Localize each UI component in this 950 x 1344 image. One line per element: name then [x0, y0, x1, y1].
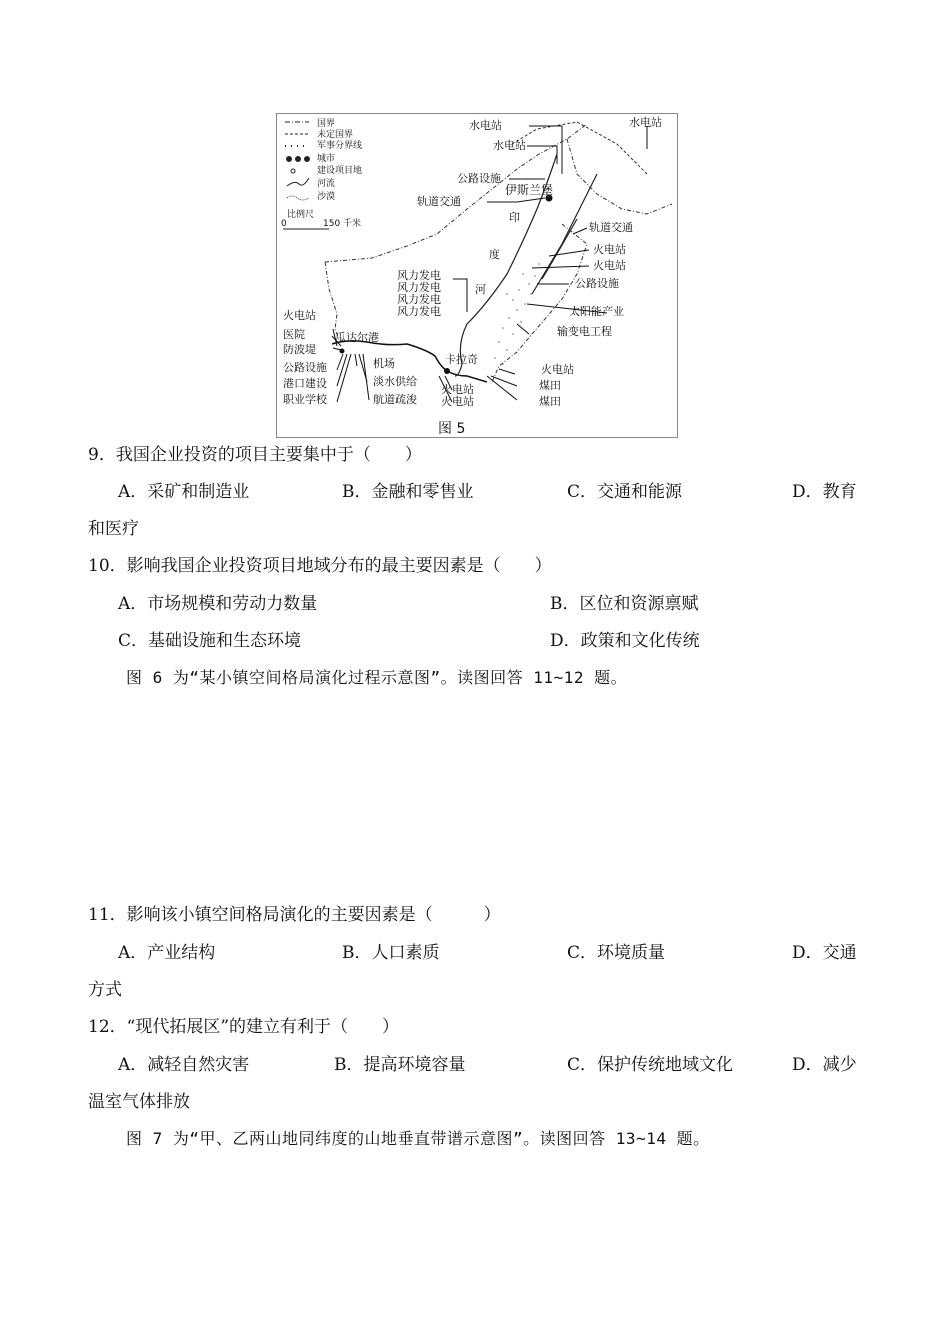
- question-11-stem: 11．影响该小镇空间格局演化的主要因素是（ ）: [88, 905, 501, 925]
- label-road: 公路设施: [457, 172, 501, 185]
- label-karachi: 卡拉奇: [445, 353, 478, 366]
- legend-undetermined-border: 未定国界: [317, 130, 354, 140]
- label-thermal: 火电站: [541, 363, 574, 376]
- question-10-option-c: C．基础设施和生态环境: [118, 631, 302, 651]
- label-road: 公路设施: [283, 361, 327, 374]
- question-12-option-c: C．保护传统地域文化: [567, 1055, 734, 1075]
- label-thermal: 火电站: [441, 395, 474, 408]
- question-10-option-d: D．政策和文化传统: [550, 631, 700, 651]
- label-rail: 轨道交通: [417, 195, 461, 208]
- figure-5-map: [276, 113, 678, 438]
- label-hospital: 医院: [283, 328, 305, 341]
- label-coal: 煤田: [539, 395, 561, 408]
- label-gwadar: 瓜达尔港: [335, 331, 379, 344]
- label-region-char: 印: [509, 211, 520, 224]
- figure-7-intro: 图 7 为“甲、乙两山地同纬度的山地垂直带谱示意图”。读图回答 13~14 题。: [126, 1129, 710, 1148]
- legend-scale-title: 比例尺: [287, 210, 315, 220]
- legend-city: 城市: [317, 154, 336, 164]
- question-11-option-d-continued: 方式: [88, 980, 122, 1000]
- legend-scale-start: 0: [281, 219, 287, 229]
- label-transmission: 输变电工程: [557, 325, 612, 338]
- label-wind: 风力发电: [397, 269, 441, 282]
- question-11-option-d: D．交通: [792, 943, 857, 963]
- label-water: 淡水供给: [373, 375, 417, 388]
- label-river-char: 河: [475, 283, 486, 296]
- question-9-option-c: C．交通和能源: [567, 482, 683, 502]
- label-dredge: 航道疏浚: [373, 393, 417, 406]
- label-hydro: 水电站: [469, 119, 502, 132]
- label-port: 港口建设: [283, 377, 327, 390]
- legend-scale-end: 150 千米: [323, 219, 362, 229]
- label-breakwater: 防波堤: [283, 343, 316, 356]
- question-12-option-d-continued: 温室气体排放: [88, 1092, 190, 1112]
- question-9-option-a: A．采矿和制造业: [118, 482, 250, 502]
- desert: [494, 263, 540, 365]
- label-road: 公路设施: [575, 277, 619, 290]
- question-10-option-b: B．区位和资源禀赋: [550, 594, 699, 614]
- question-12-option-b: B．提高环境容量: [334, 1055, 466, 1075]
- label-airport: 机场: [373, 357, 395, 370]
- question-11-option-a: A．产业结构: [118, 943, 216, 963]
- question-11-option-c: C．环境质量: [567, 943, 666, 963]
- figure-6-intro: 图 6 为“某小镇空间格局演化过程示意图”。读图回答 11~12 题。: [126, 668, 628, 687]
- label-region-char: 度: [489, 248, 500, 261]
- question-9-option-d-continued: 和医疗: [88, 519, 139, 539]
- question-11-option-b: B．人口素质: [342, 943, 440, 963]
- question-9-option-b: B．金融和零售业: [342, 482, 474, 502]
- legend-project: 建设项目地: [317, 166, 363, 176]
- label-wind: 风力发电: [397, 281, 441, 294]
- question-9-option-d: D．教育: [792, 482, 857, 502]
- label-thermal: 火电站: [593, 243, 626, 256]
- question-12-stem: 12．“现代拓展区”的建立有利于（ ）: [88, 1017, 400, 1037]
- legend-border: 国界: [317, 119, 336, 129]
- label-hydro: 水电站: [629, 116, 662, 129]
- question-10-stem: 10．影响我国企业投资项目地域分布的最主要因素是（ ）: [88, 556, 552, 576]
- legend-military-line: 军事分界线: [317, 141, 363, 151]
- label-solar: 太阳能产业: [569, 305, 624, 318]
- label-wind: 风力发电: [397, 305, 441, 318]
- label-thermal: 火电站: [593, 259, 626, 272]
- label-school: 职业学校: [283, 393, 327, 406]
- map-graphic: [277, 114, 677, 437]
- label-wind: 风力发电: [397, 293, 441, 306]
- label-hydro: 水电站: [493, 139, 526, 152]
- legend-desert: 沙漠: [317, 192, 336, 202]
- label-coal: 煤田: [539, 379, 561, 392]
- question-9-stem: 9．我国企业投资的项目主要集中于（ ）: [88, 445, 422, 465]
- question-10-option-a: A．市场规模和劳动力数量: [118, 594, 318, 614]
- label-thermal: 火电站: [283, 309, 316, 322]
- label-islamabad: 伊斯兰堡: [505, 183, 554, 197]
- question-12-option-a: A．减轻自然灾害: [118, 1055, 250, 1075]
- legend-river: 河流: [317, 179, 336, 189]
- label-rail: 轨道交通: [589, 221, 633, 234]
- label-thermal: 火电站: [441, 383, 474, 396]
- figure-5-caption: 图 5: [438, 421, 466, 437]
- question-12-option-d: D．减少: [792, 1055, 857, 1075]
